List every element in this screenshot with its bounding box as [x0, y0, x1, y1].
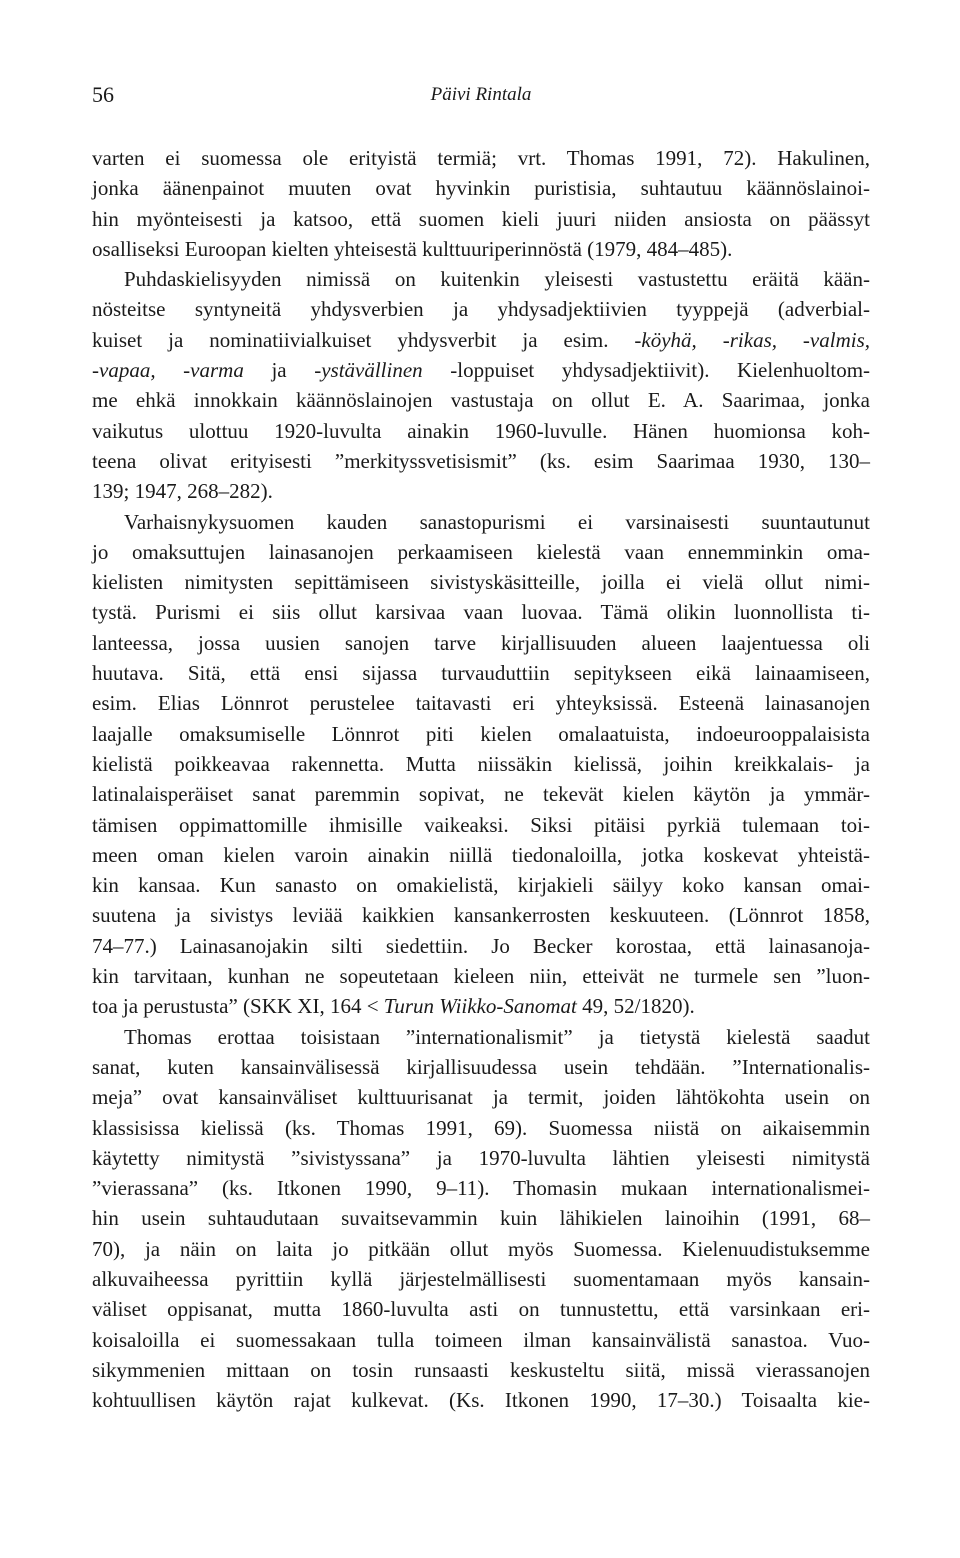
paragraph [92, 507, 870, 1022]
text-line: teena olivat erityisesti ”merkityssvetisismit” (ks. esim Saarimaa 1930, 130– [92, 448, 870, 473]
text-line: jonka äänenpainot muuten ovat hyvinkin puristisia, suhtautuu käännöslainoi- [92, 176, 870, 201]
italic-suffixes: -vapaa, -varma [92, 358, 244, 383]
text-line: hin myönteisesti ja katsoo, että suomen kieli juuri niiden ansiosta on päässyt [92, 206, 870, 231]
page-number: 56 [92, 82, 114, 107]
text-line: väliset oppisanat, mutta 1860-luvulta asti on tunnustettu, että varsinkaan eri- [92, 1297, 870, 1322]
text-line: kohtuullisen käytön rajat kulkevat. (Ks. Itkonen 1990, 17–30.) Toisaalta kie- [92, 1388, 870, 1413]
text-line: varten ei suomessa ole erityistä termiä; vrt. Thomas 1991, 72). Hakulinen, [92, 146, 870, 170]
text-line: kin tarvitaan, kunhan ne sopeutetaan kieleen niin, etteivät ne turmele sen ”luon- [92, 964, 870, 989]
text-line: ”vierassana” (ks. Itkonen 1990, 9–11). Thomasin mukaan internationalismei- [92, 1176, 870, 1201]
text-line: suutena ja sivistys leviää kaikkien kansankerrosten keskuuteen. (Lönnrot 1858, [92, 903, 870, 928]
paragraph [92, 143, 870, 264]
text-line: me ehkä innokkain käännöslainojen vastustaja on ollut E. A. Saarimaa, jonka [92, 388, 870, 413]
text-fragment: ja [271, 358, 287, 383]
text-line: vaikutus ulottuu 1920-luvulta ainakin 1960-luvulle. Hänen huomionsa koh- [92, 418, 870, 443]
text-line: koisaloilla ei suomessakaan tulla toimeen ilman kansainvälistä sanastoa. Vuo- [92, 1327, 870, 1352]
text-line: nösteitse syntyneitä yhdysverbien ja yhdysadjektiivien tyyppejä (adverbial- [92, 297, 870, 322]
text-line [92, 355, 870, 385]
text-line: Varhaisnykysuomen kauden sanastopurismi ei varsinaisesti suuntautunut [124, 509, 870, 534]
paragraph [92, 264, 870, 506]
text-line: meja” ovat kansainväliset kulttuurisanat ja termit, joiden lähtökohta usein on [92, 1085, 870, 1110]
text-line: tämisen oppimattomille ihmisille vaikeaksi. Siksi pitäisi pyrkiä tulemaan toi- [92, 812, 870, 837]
text-line: tystä. Purismi ei siis ollut karsivaa vaan luovaa. Tämä olikin luonnollista ti- [92, 600, 870, 625]
text-line: klassisissa kielissä (ks. Thomas 1991, 69). Suomessa niistä on aikaisemmin [92, 1115, 870, 1140]
running-head: Päivi Rintala [430, 84, 532, 105]
italic-suffix: -ystävällinen [314, 358, 423, 383]
text-line: 74–77.) Lainasanojakin silti siedettiin. Jo Becker korostaa, että lainasanoja- [92, 933, 870, 958]
text-line: Puhdaskielisyyden nimissä on kuitenkin yleisesti vastustettu eräitä kään- [124, 267, 870, 292]
text-line: osalliseksi Euroopan kielten yhteisestä kulttuuriperinnöstä (1979, 484–485). [92, 236, 733, 261]
text-line: jo omaksuttujen lainasanojen perkaamiseen kielestä vaan ennemminkin oma- [92, 539, 870, 564]
text-fragment: 49, 52/1820). [582, 994, 695, 1019]
text-line: huutava. Sitä, että ensi sijassa turvauduttiin sepitykseen eikä lainaamiseen, [92, 661, 870, 686]
body-text [92, 143, 870, 1415]
text-fragment: -loppuiset yhdysadjektiivit). Kielenhuoltom- [450, 358, 871, 383]
text-line: lanteessa, jossa uusien sanojen tarve kirjallisuuden alueen laajentuessa oli [92, 630, 870, 655]
text-line: esim. Elias Lönnrot perustelee taitavasti eri yhteyksissä. Esteenä lainasanojen [92, 691, 870, 716]
italic-suffixes: -köyhä, -rikas, -valmis, [634, 327, 871, 352]
text-line: sanat, kuten kansainvälisessä kirjallisuudessa usein tehdään. ”Internationalis- [92, 1054, 870, 1079]
text-line: sikymmenien mittaan on tosin runsaasti keskusteltu siitä, missä vierassanojen [92, 1357, 870, 1382]
text-line: Thomas erottaa toisistaan ”internationalismit” ja tietystä kielestä saadut [124, 1024, 870, 1049]
text-line: käytetty nimitystä ”sivistyssana” ja 1970-luvulta lähtien yleisesti nimitystä [92, 1145, 870, 1170]
italic-source: Turun Wiikko-Sanomat [383, 994, 577, 1019]
text-line: hin usein suhtaudutaan suvaitsevammin kuin lähikielen lainoihin (1991, 68– [92, 1206, 870, 1231]
text-line: meen oman kielen varoin ainakin niillä tiedonaloilla, jotka koskevat yhteistä- [92, 842, 870, 867]
text-line: kielistä poikkeavaa rakennetta. Mutta niissäkin kielissä, joihin kreikkalais- ja [92, 751, 870, 776]
paragraph [92, 1022, 870, 1416]
text-line [92, 991, 870, 1021]
text-line: kielisten nimitysten sepittämiseen sivistyskäsitteille, joilla ei vielä ollut nimi- [92, 570, 870, 595]
text-line: laajalle omaksumiselle Lönnrot piti kielen omalaatuista, indoeurooppalaisista [92, 721, 870, 746]
text-line: 70), ja näin on laita jo pitkään ollut myös Suomessa. Kielenuudistuksemme [92, 1236, 870, 1261]
text-line: latinalaisperäiset sanat paremmin sopivat, ne tekevät kielen käytön ja ymmär- [92, 782, 870, 807]
text-fragment: kuiset ja nominatiivialkuiset yhdysverbit ja esim. [92, 327, 609, 352]
text-line: 139; 1947, 268–282). [92, 479, 273, 504]
text-line: alkuvaiheessa pyrittiin kyllä järjestelmällisesti suomentamaan myös kansain- [92, 1266, 870, 1291]
text-line [92, 325, 870, 355]
text-line: kin kansaa. Kun sanasto on omakielistä, kirjakieli säilyy koko kansan omai- [92, 873, 870, 898]
page-header [92, 82, 870, 116]
text-fragment: toa ja perustusta” (SKK XI, 164 < [92, 994, 379, 1019]
